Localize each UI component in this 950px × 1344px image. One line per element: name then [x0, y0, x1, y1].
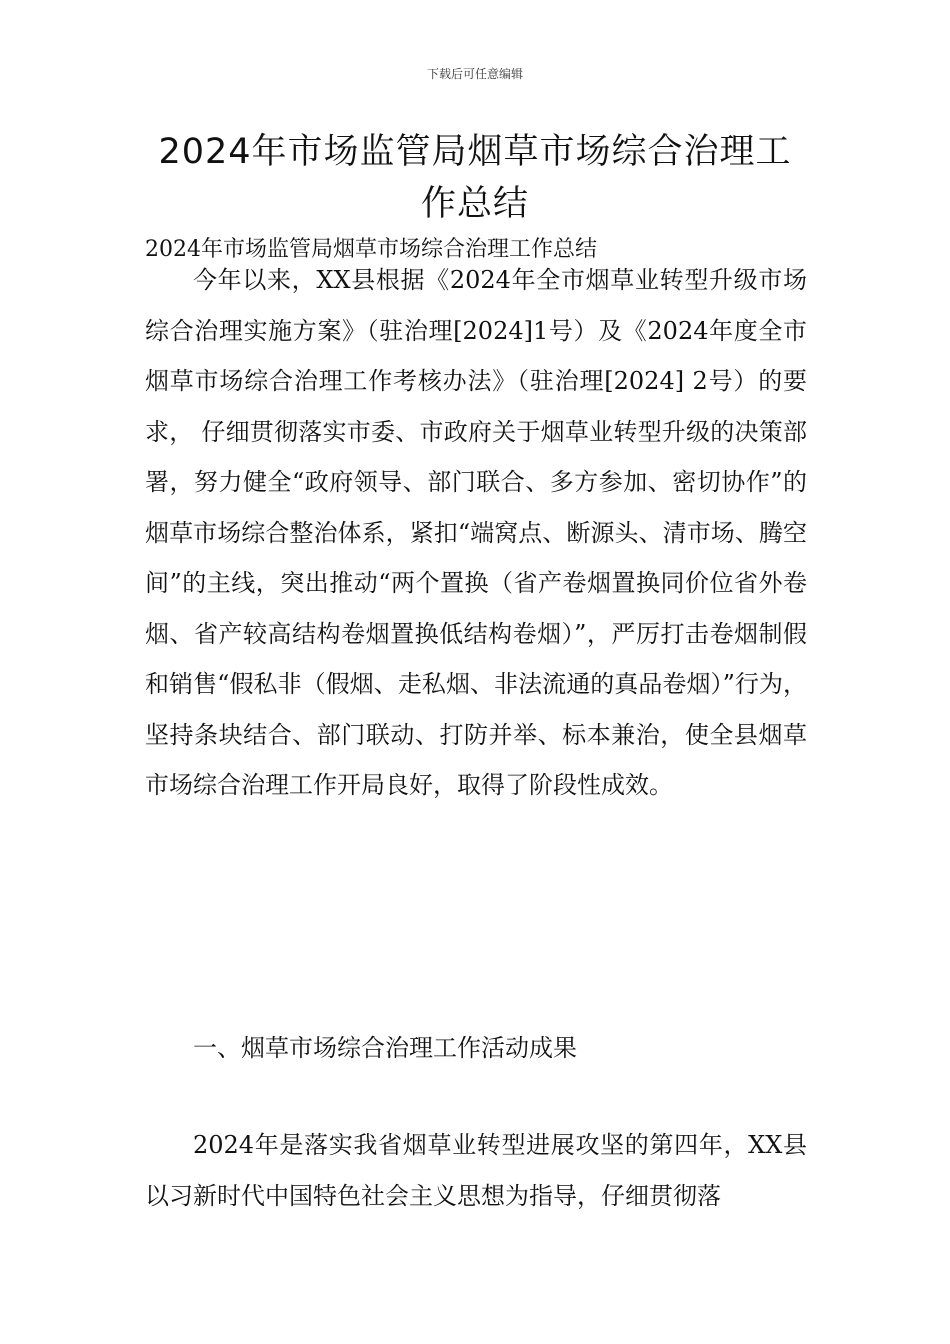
- document-title: 2024年市场监管局烟草市场综合治理工作总结: [158, 132, 792, 224]
- header-note: 下载后可任意编辑: [426, 67, 523, 81]
- section-paragraph: 2024年是落实我省烟草业转型进展攻坚的第四年，XX县以习新时代中国特色社会主义思想为指导，仔细贯彻落: [145, 1131, 807, 1210]
- document-subtitle: 2024年市场监管局烟草市场综合治理工作总结: [145, 237, 597, 262]
- intro-paragraph: 今年以来，XX县根据《2024年全市烟草业转型升级市场综合治理实施方案》（驻治理[2024]1号）及《2024年度全市烟草市场综合治理工作考核办法》（驻治理[2024] 2号）的要求， 仔细贯彻落实市委、市政府关于烟草业转型升级的决策部署，努力健全“政府领导、部门联合、多方参加、密切协作”的烟草市场综合整治体系，紧扣“端窝点、断源头、清市场、腾空间”的主线，突出推动“两个置换（省产卷烟置换同价位省外卷烟、省产较高结构卷烟置换低结构卷烟）”，严厉打击卷烟制假和销售“假私非（假烟、走私烟、非法流通的真品卷烟）”行为，坚持条块结合、部门联动、打防并举、标本兼治，使全县烟草市场综合治理工作开局良好，取得了阶段性成效。: [145, 266, 807, 799]
- section-heading: 一、烟草市场综合治理工作活动成果: [193, 1034, 577, 1062]
